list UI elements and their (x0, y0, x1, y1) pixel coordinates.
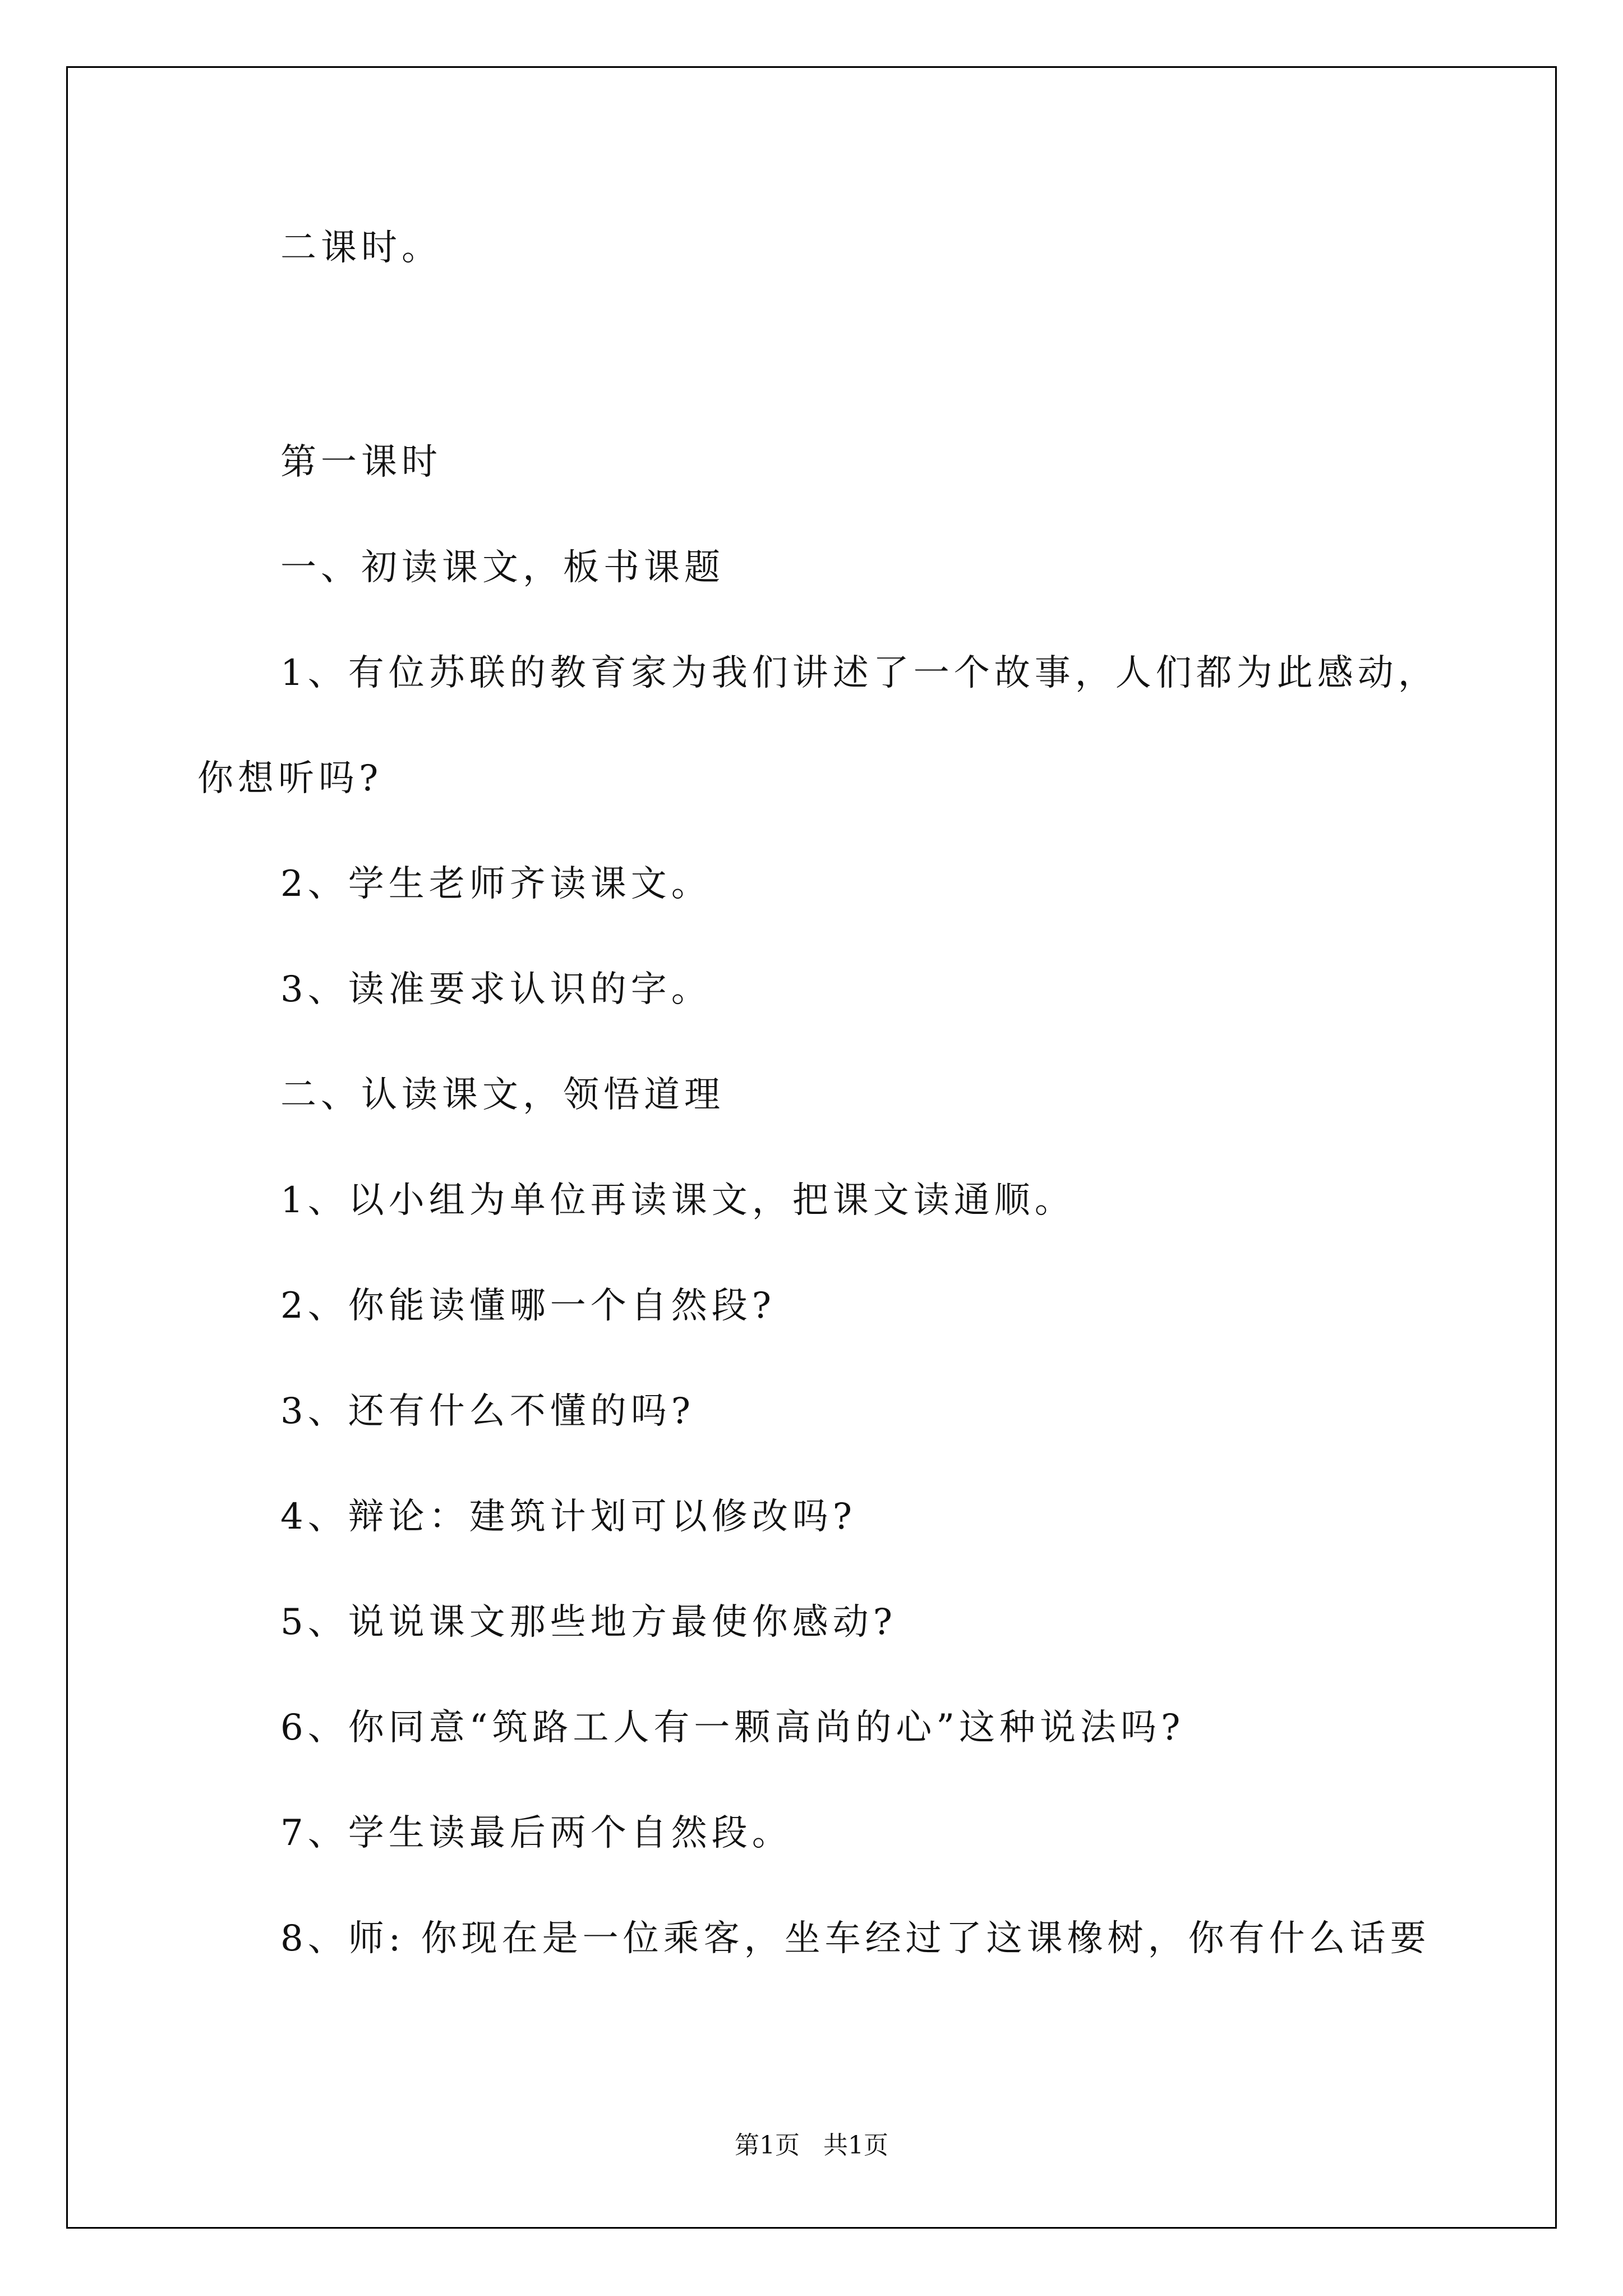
text-line: 一、初读课文，板书课题 (280, 547, 725, 588)
text-line: 2、你能读懂哪一个自然段? (280, 1285, 776, 1327)
text-line: 8、师: 你现在是一位乘客，坐车经过了这课橡树，你有什么话要 (280, 1918, 1431, 1959)
text-line: 第一课时 (280, 441, 442, 483)
text-line: 2、学生老师齐读课文。 (280, 863, 712, 905)
text-line: 二、认读课文，领悟道理 (280, 1074, 725, 1116)
text-line: 1、以小组为单位再读课文，把课文读通顺。 (280, 1180, 1075, 1221)
text-line: 6、你同意“筑路工人有一颗高尚的心”这种说法吗? (280, 1707, 1185, 1749)
text-line: 你想听吗? (197, 758, 383, 799)
page-border (66, 66, 1557, 2229)
text-line: 二课时。 (280, 227, 442, 269)
text-line: 3、还有什么不懂的吗? (280, 1391, 695, 1432)
text-line: 3、读准要求认识的字。 (280, 969, 712, 1010)
text-line: 1、有位苏联的教育家为我们讲述了一个故事，人们都为此感动， (280, 652, 1438, 694)
page-number-footer: 第1页 共1页 (735, 2131, 888, 2160)
text-line: 5、说说课文那些地方最使你感动? (280, 1602, 897, 1643)
text-line: 7、学生读最后两个自然段。 (280, 1812, 792, 1854)
text-line: 4、辩论：建筑计划可以修改吗? (280, 1496, 857, 1538)
